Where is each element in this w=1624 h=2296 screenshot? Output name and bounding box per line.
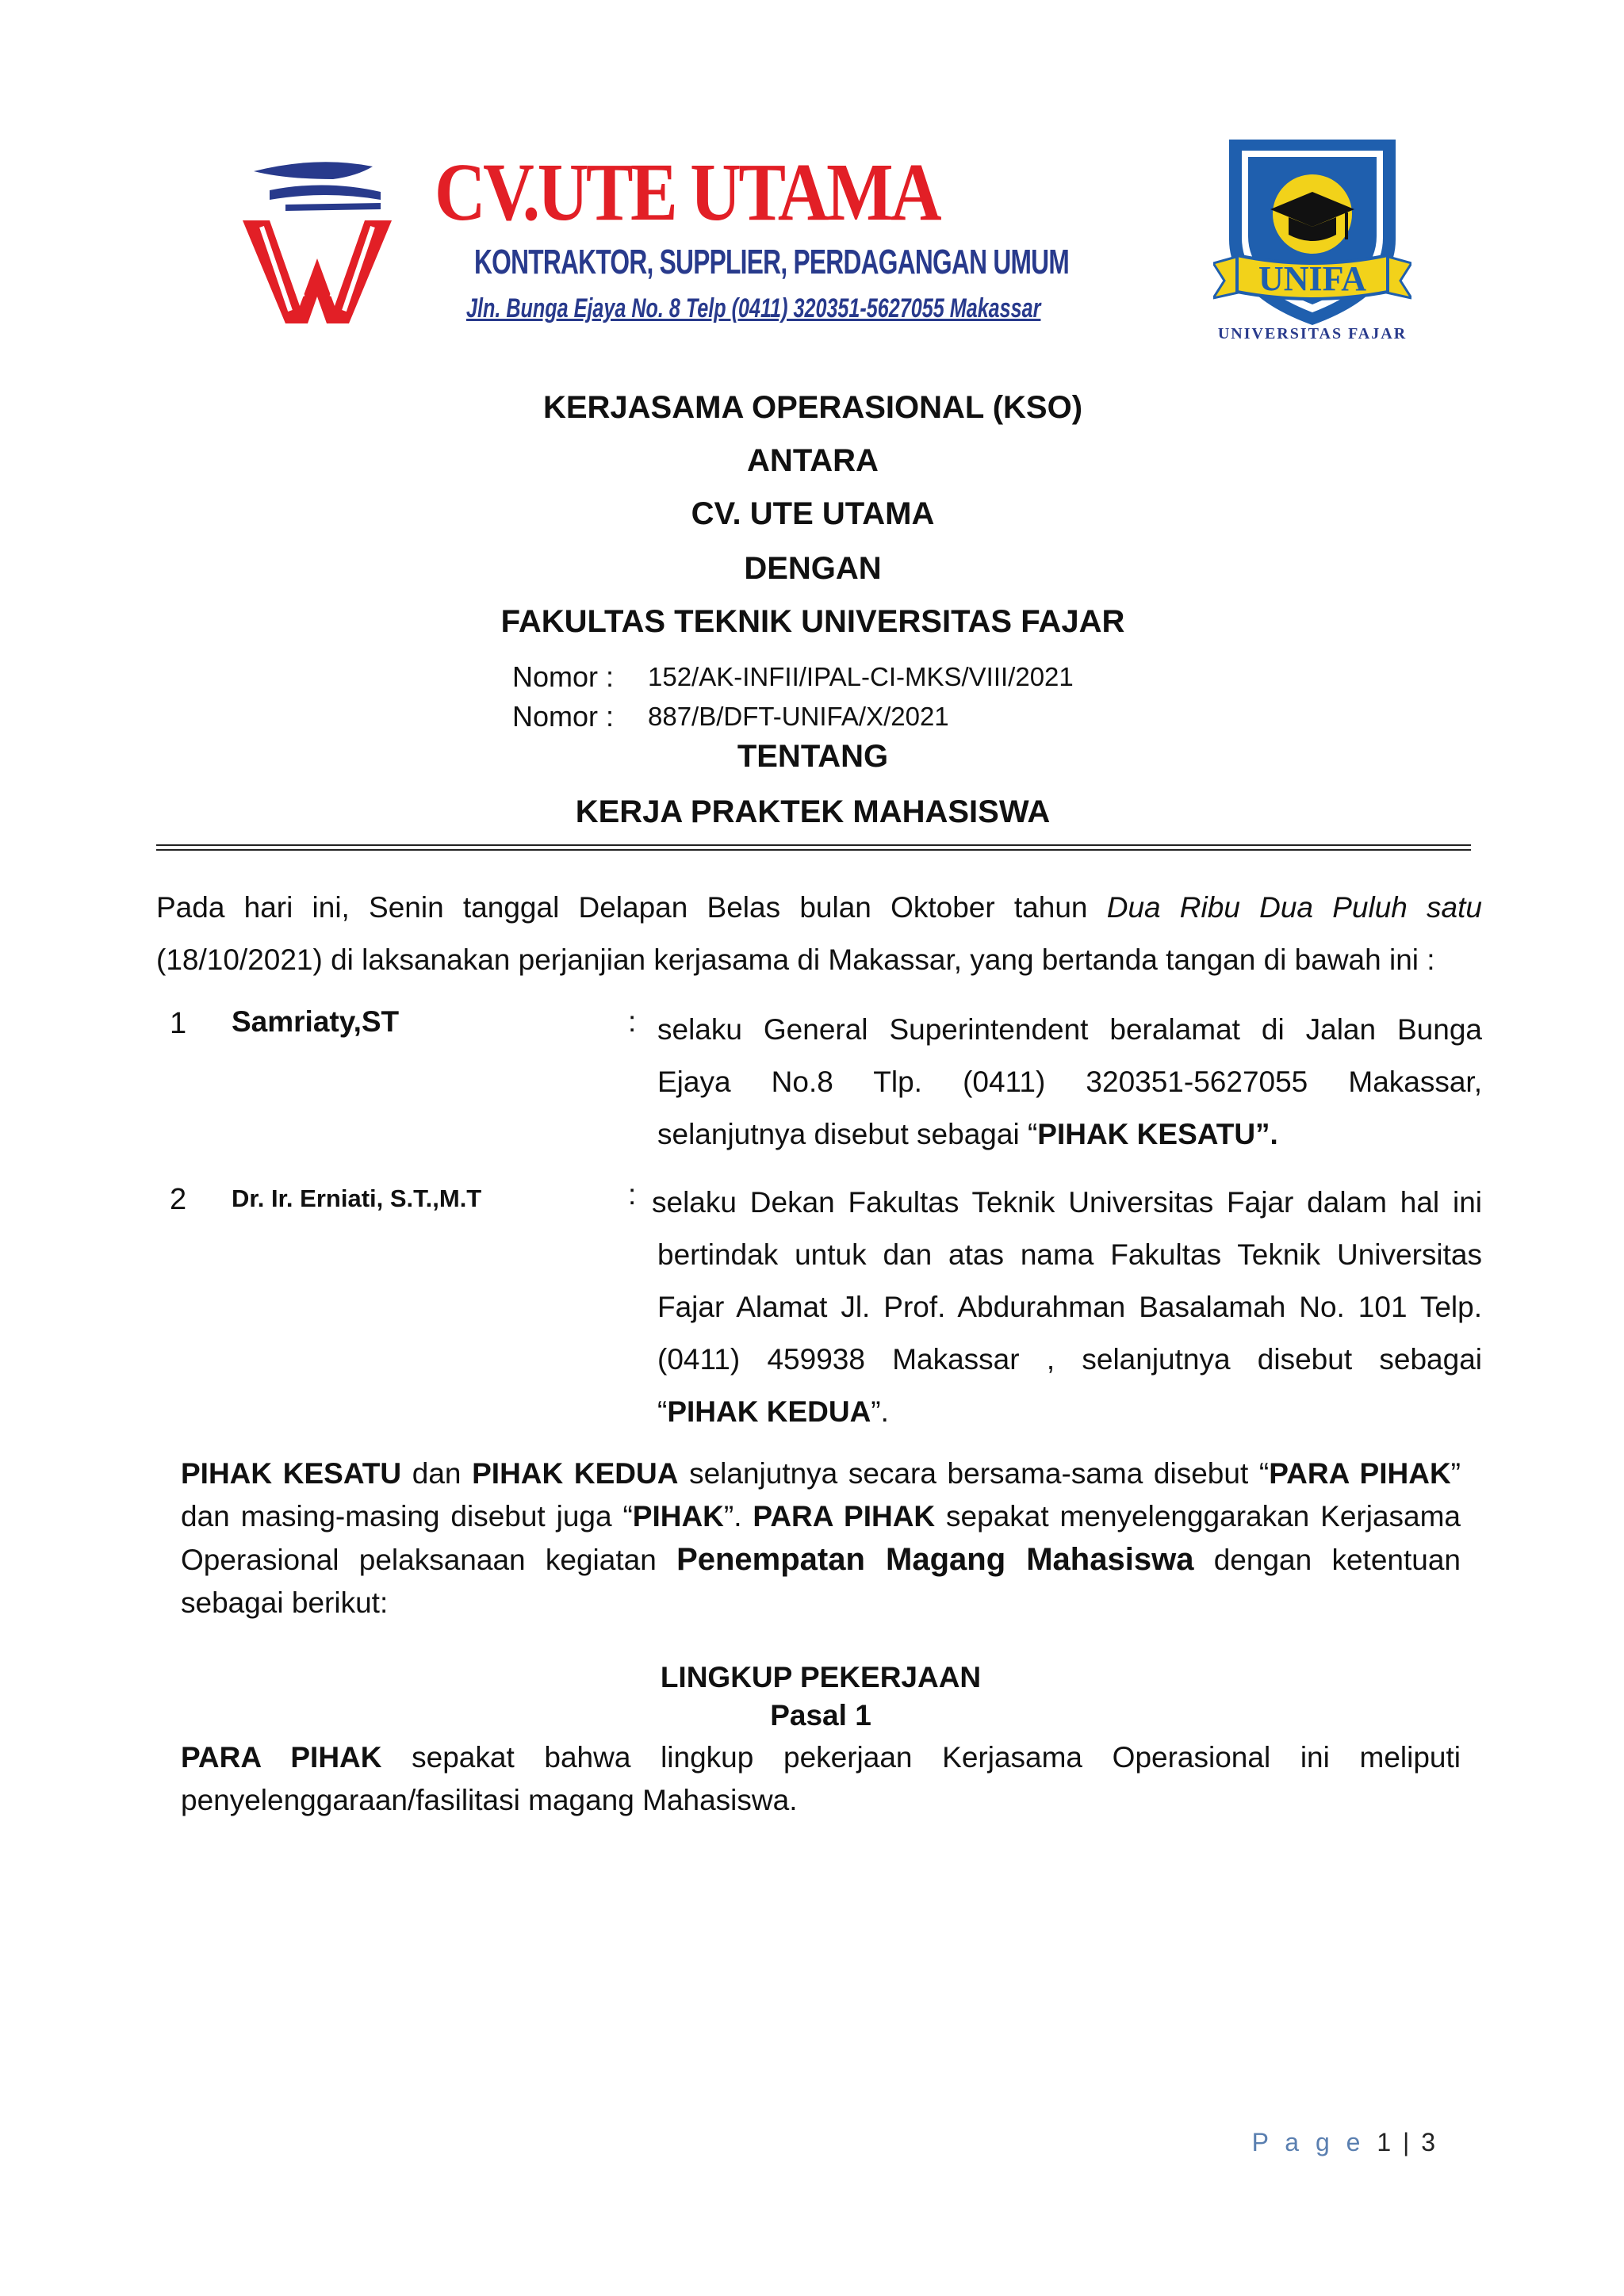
title-line-7: KERJA PRAKTEK MAHASISWA	[575, 794, 1051, 829]
page-total: 3	[1421, 2128, 1435, 2156]
university-logo	[1213, 136, 1411, 342]
intro-line-2: (18/10/2021) di laksanakan perjanjian kerjasama di Makassar, yang bertanda tangan di bawah ini :	[156, 943, 1435, 976]
title-rule-bottom	[156, 849, 1471, 851]
page-label: P a g e	[1251, 2128, 1365, 2156]
university-name: UNIVERSITAS FAJAR	[1217, 325, 1408, 342]
party-2-desc-line-5: “PIHAK KEDUA”.	[657, 1395, 889, 1428]
party-2-desc-line-1: selaku Dekan Fakultas Teknik Universitas Fajar dalam hal ini	[652, 1186, 1482, 1219]
party-2-number: 2	[170, 1183, 187, 1216]
party-2-desc-line-3: Fajar Alamat Jl. Prof. Abdurahman Basalamah No. 101 Telp.	[657, 1291, 1482, 1323]
company-name: CV.UTE UTAMA	[435, 147, 940, 238]
title-line-6: TENTANG	[737, 739, 889, 774]
company-address: Jln. Bunga Ejaya No. 8 Telp (0411) 320351-5627055 Makassar	[466, 293, 1041, 323]
title-line-2: ANTARA	[747, 443, 879, 478]
nomor-label-1: Nomor :	[512, 660, 615, 693]
party-1-colon: :	[628, 1005, 637, 1038]
page-separator: |	[1403, 2128, 1410, 2156]
party-1-desc-line-1: selaku General Superintendent beralamat di Jalan Bunga	[657, 1013, 1482, 1046]
title-line-1: KERJASAMA OPERASIONAL (KSO)	[542, 390, 1083, 425]
agreement-activity: Penempatan Magang Mahasiswa	[676, 1542, 1194, 1577]
party-2-role: PIHAK KEDUA	[667, 1395, 871, 1428]
party-1-role: PIHAK KESATU”.	[1037, 1118, 1278, 1150]
company-tagline: KONTRAKTOR, SUPPLIER, PERDAGANGAN UMUM	[474, 243, 1069, 281]
party-2-colon: :	[628, 1178, 637, 1211]
intro-line-1: Pada hari ini, Senin tanggal Delapan Belas bulan Oktober tahun Dua Ribu Dua Puluh satu	[156, 891, 1482, 924]
party-1-desc-line-2: Ejaya No.8 Tlp. (0411) 320351-5627055 Makassar,	[657, 1066, 1482, 1098]
party-2-name: Dr. Ir. Erniati, S.T.,M.T	[232, 1184, 482, 1212]
university-badge-text: UNIFA	[1258, 259, 1367, 298]
party-2-desc-line-4: (0411) 459938 Makassar , selanjutnya disebut sebagai	[657, 1343, 1482, 1376]
scope-pasal: Pasal 1	[770, 1699, 871, 1732]
title-line-3: CV. UTE UTAMA	[691, 496, 935, 531]
intro-date-words: Dua Ribu Dua Puluh satu	[1106, 891, 1482, 924]
party-2-desc-line-2: bertindak untuk dan atas nama Fakultas Teknik Universitas	[657, 1238, 1482, 1271]
title-line-5: FAKULTAS TEKNIK UNIVERSITAS FAJAR	[500, 604, 1125, 639]
party-1-name: Samriaty,ST	[232, 1005, 400, 1038]
agreement-paragraph: PIHAK KESATU dan PIHAK KEDUA selanjutnya secara bersama-sama disebut “PARA PIHAK” dan masing-masing disebut juga “PIHAK”. PARA PIHAK sepakat menyelenggarakan Kerjasama Operasional pelaksanaan kegiatan Penempatan Magang Mahasiswa dengan ketentuan sebagai berikut:	[181, 1457, 1461, 1619]
scope-heading: LINGKUP PEKERJAAN	[660, 1661, 982, 1693]
nomor-value-1: 152/AK-INFII/IPAL-CI-MKS/VIII/2021	[648, 662, 1074, 691]
party-1-desc-line-3: selanjutnya disebut sebagai “PIHAK KESATU”.	[657, 1118, 1278, 1150]
page-footer	[1252, 2128, 1435, 2157]
scope-paragraph: PARA PIHAK sepakat bahwa lingkup pekerjaan Kerjasama Operasional ini meliputi penyelenggaraan/fasilitasi magang Mahasiswa.	[181, 1741, 1461, 1816]
company-logo	[238, 155, 396, 330]
title-line-4: DENGAN	[744, 551, 882, 586]
party-1-number: 1	[170, 1007, 187, 1040]
title-rule-top	[156, 844, 1471, 846]
nomor-label-2: Nomor :	[512, 700, 615, 733]
page-number: 1	[1377, 2128, 1392, 2156]
nomor-value-2: 887/B/DFT-UNIFA/X/2021	[648, 702, 949, 731]
